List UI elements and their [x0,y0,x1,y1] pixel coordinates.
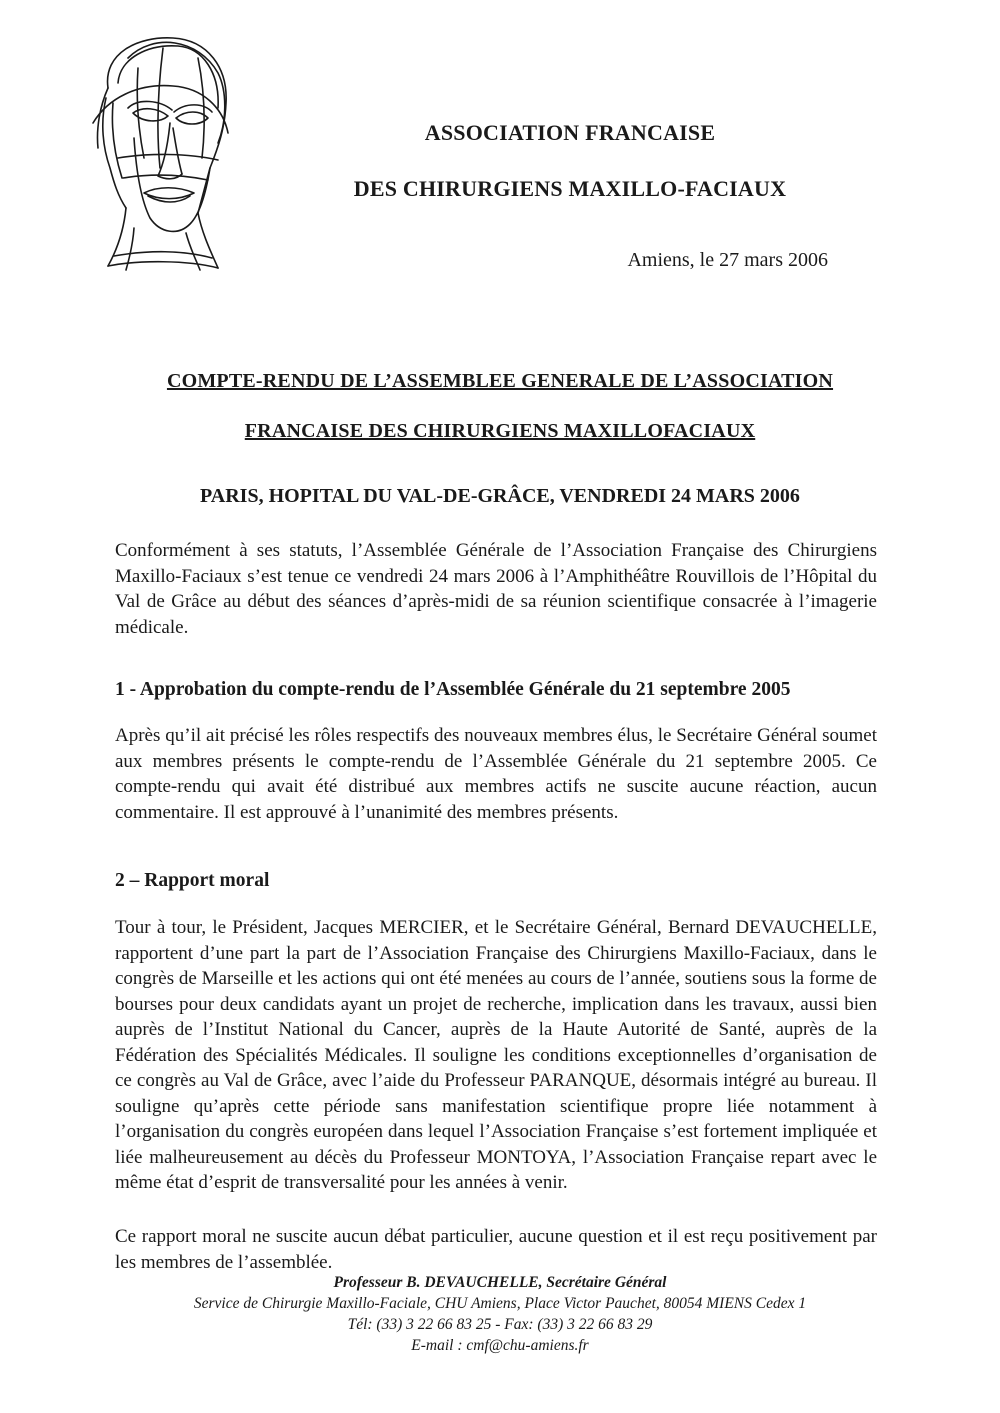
document-title-line2: FRANCAISE DES CHIRURGIENS MAXILLOFACIAUX [244,420,756,442]
intro-paragraph: Conformément à ses statuts, l’Assemblée Générale de l’Association Française des Chirurgiens Maxillo-Faciaux s’est tenue ce vendredi 24 mars 2006 à l’Amphithéâtre Rouvillois de l’Hôpital du Val de Grâce au début des séances d’après-midi de sa réunion scientifique consacrée à l’imagerie médicale. [115,540,877,638]
section-2-heading: 2 – Rapport moral [115,870,270,891]
document-title-line1: COMPTE-RENDU DE L’ASSEMBLEE GENERALE DE L’ASSOCIATION [166,370,834,392]
footer-address: Service de Chirurgie Maxillo-Faciale, CHU Amiens, Place Victor Pauchet, 80054 MIENS Cedex 1 [193,1295,807,1312]
section-1-paragraph: Après qu’il ait précisé les rôles respectifs des nouveaux membres élus, le Secrétaire Général soumet aux membres présents le compte-rendu de l’Assemblée Générale du 21 septembre 2005. Ce compte-rendu qui avait été distribué aux membres actifs ne suscite aucune réaction, aucun commentaire. Il est approuvé à l’unanimité des membres présents. [115,725,877,823]
section-1-heading: 1 - Approbation du compte-rendu de l’Assemblée Générale du 21 septembre 2005 [115,679,791,700]
footer-phone-fax: Tél: (33) 3 22 66 83 25 - Fax: (33) 3 22 66 83 29 [347,1316,653,1333]
footer-email: E-mail : cmf@chu-amiens.fr [411,1337,589,1354]
section-2-paragraph-1: Tour à tour, le Président, Jacques MERCIER, et le Secrétaire Général, Bernard DEVAUCHELLE, rapportent d’une part la part de l’Association Française des Chirurgiens Maxillo-Faciaux, dans le congrès de Marseille et les actions qui ont été menées au cours de l’année, soutiens sous la forme de bourses pour deux candidats ayant un projet de recherche, implication dans les travaux, aussi bien auprès de l’Institut National du Cancer, auprès de la Haute Autorité de Santé, auprès de la Fédération des Spécialités Médicales. Il souligne les conditions exceptionnelles d’organisation de ce congrès au Val de Grâce, avec l’aide du Professeur PARANQUE, désormais intégré au bureau. Il souligne qu’après cette période sans manifestation scientifique propre liée notamment à l’organisation du congrès européen dans lequel l’Association Française s’est fortement impliquée et liée malheureusement au décès du Professeur MONTOYA, l’Association Française repart avec le même état d’esprit de transversalité pour les années à venir. [115,917,877,1193]
meeting-place-date: PARIS, HOPITAL DU VAL-DE-GRÂCE, VENDREDI 24 MARS 2006 [200,485,800,507]
section-2-paragraph-2: Ce rapport moral ne suscite aucun débat particulier, aucune question et il est reçu positivement par les membres de l’assemblée. [115,1226,877,1273]
document-date: Amiens, le 27 mars 2006 [627,249,828,271]
organization-name-line2: DES CHIRURGIENS MAXILLO-FACIAUX [353,176,787,201]
organization-name-line1: ASSOCIATION FRANCAISE [424,120,716,145]
footer-signatory: Professeur B. DEVAUCHELLE, Secrétaire Général [333,1274,667,1291]
head-sketch-icon [78,28,240,272]
